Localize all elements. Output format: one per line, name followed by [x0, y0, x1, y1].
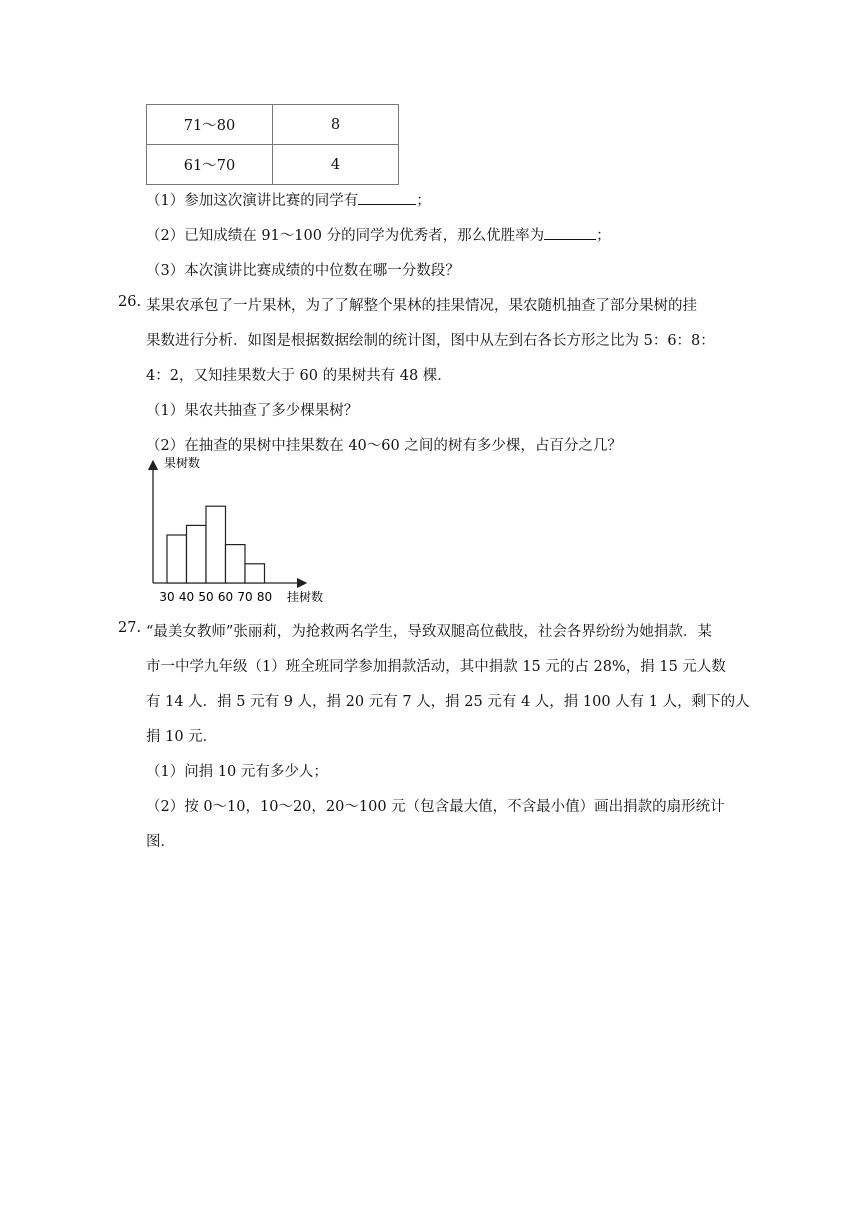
- table-row: [147, 105, 399, 145]
- x-tick-label: 80: [256, 590, 273, 604]
- x-axis-label: 挂树数: [287, 590, 324, 604]
- histogram-bar: [245, 564, 265, 583]
- answer-blank: [544, 225, 596, 240]
- q25-part2: （2）已知成绩在 91～100 分的同学为优秀者，那么优胜率为 ；: [146, 224, 611, 245]
- q25-part3: （3）本次演讲比赛成绩的中位数在哪一分数段？: [146, 263, 460, 279]
- q26-line3: 4：2，又知挂果数大于 60 的果树共有 48 棵．: [146, 368, 452, 384]
- q25-part1: （1）参加这次演讲比赛的同学有 ；: [146, 189, 431, 210]
- x-tick-label: 70: [237, 590, 253, 604]
- q27-part2: （2）按 0～10，10～20，20～100 元（包含最大值，不含最小值）画出捐款的扇形统计: [146, 799, 725, 815]
- table-cell-range: 71～80: [147, 105, 273, 145]
- score-table: [146, 104, 399, 185]
- q26-number: 26.: [118, 294, 142, 310]
- histogram-bar: [226, 545, 246, 583]
- histogram-chart: [140, 455, 340, 607]
- x-tick-label: 30: [159, 590, 175, 604]
- q26-line2: 果数进行分析．如图是根据数据绘制的统计图，图中从左到右各长方形之比为 5：6：8：: [146, 333, 715, 349]
- table-cell-count: 4: [273, 145, 399, 185]
- q27-number: 27.: [118, 620, 142, 636]
- q27-part2-cont: 图．: [146, 834, 175, 850]
- q26-line1: 某果农承包了一片果林，为了了解整个果林的挂果情况，果农随机抽查了部分果树的挂: [146, 298, 697, 314]
- y-axis-label: 果树数: [164, 456, 201, 470]
- q27-part1: （1）问捐 10 元有多少人；: [146, 764, 328, 780]
- q27-line2: 市一中学九年级（1）班全班同学参加捐款活动，其中捐款 15 元的占 28%，捐 15 元人数: [146, 659, 726, 675]
- histogram-bar: [206, 506, 226, 583]
- table-cell-range: 61～70: [147, 145, 273, 185]
- q27-line4: 捐 10 元．: [146, 729, 218, 745]
- table-cell-count: 8: [273, 105, 399, 145]
- q26-part1: （1）果农共抽查了多少棵果树？: [146, 403, 359, 419]
- histogram-bar: [187, 525, 207, 583]
- table-row: [147, 145, 399, 185]
- q27-line1: “最美女教师”张丽莉，为抢救两名学生，导致双腿高位截肢，社会各界纷纷为她捐款．某: [146, 624, 712, 640]
- q26-part2: （2）在抽查的果树中挂果数在 40～60 之间的树有多少棵，占百分之几？: [146, 438, 622, 454]
- x-tick-label: 40: [178, 590, 195, 604]
- x-tick-label: 60: [217, 590, 234, 604]
- q27-line3: 有 14 人．捐 5 元有 9 人，捐 20 元有 7 人，捐 25 元有 4 人，捐 100 人有 1 人，剩下的人: [146, 694, 750, 710]
- answer-blank: [358, 190, 416, 205]
- histogram-bar: [167, 535, 187, 583]
- x-tick-label: 50: [198, 590, 214, 604]
